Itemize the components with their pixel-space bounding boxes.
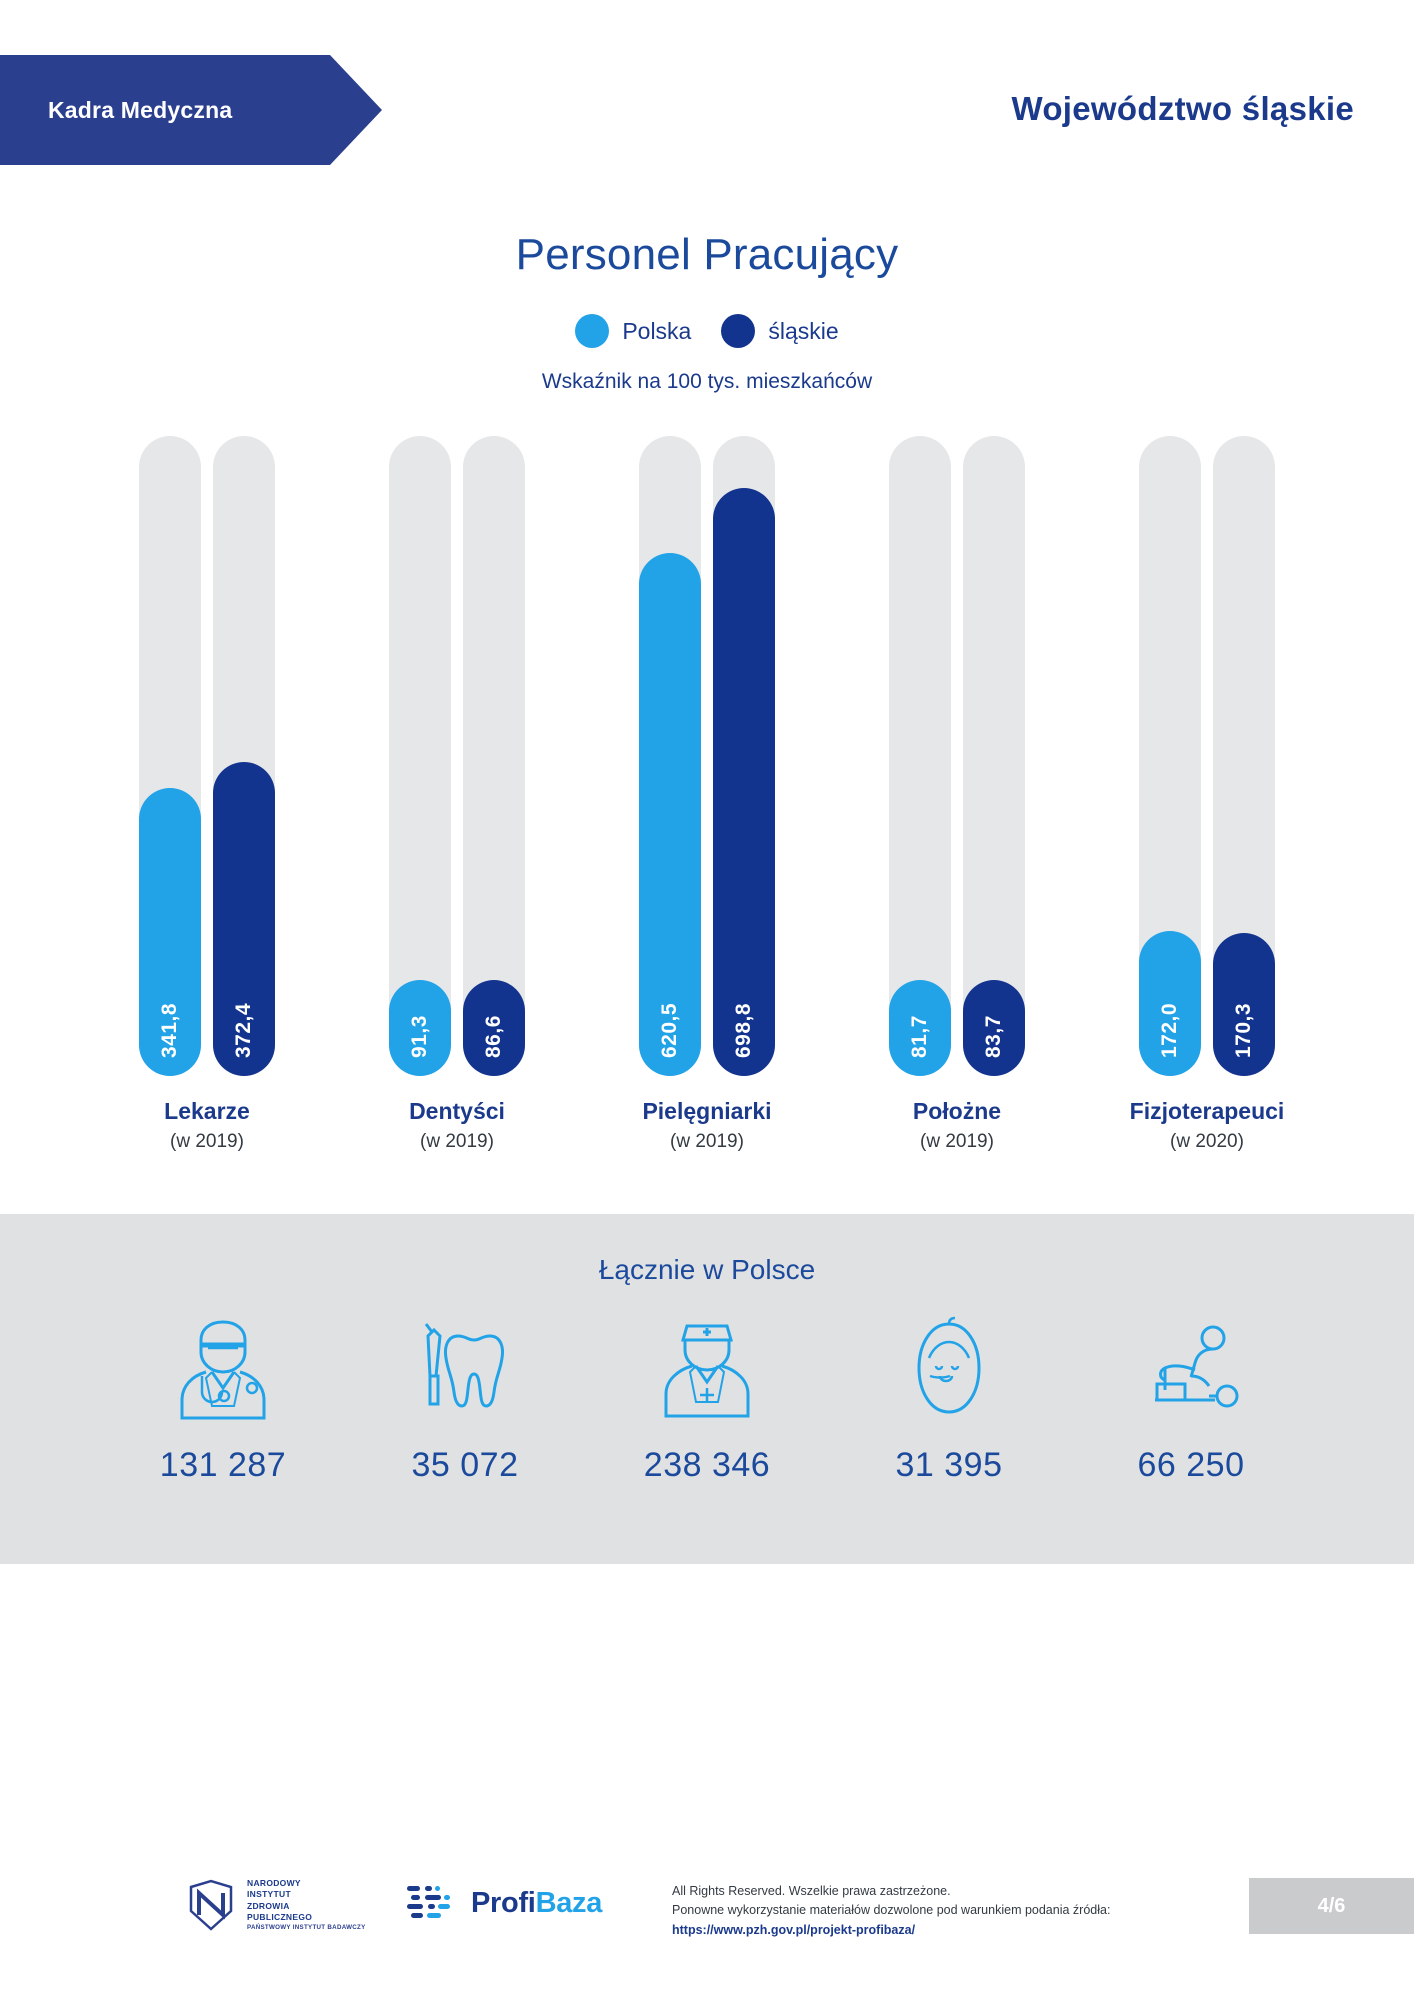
legend-dot-icon-polska <box>575 314 609 348</box>
bar-value-label: 172,0 <box>1158 1002 1181 1058</box>
bar-fill-slaskie <box>713 488 775 1076</box>
rights-line-2: Ponowne wykorzystanie materiałów dozwolone pod warunkiem podania źródła: <box>672 1903 1111 1918</box>
bar-value-label: 91,3 <box>408 1015 431 1058</box>
profibaza-logo[interactable] <box>405 1880 602 1926</box>
bar-slot-dentysci-polska <box>389 436 451 1076</box>
total-value: 35 072 <box>411 1446 519 1484</box>
profibaza-url-link[interactable]: https://www.pzh.gov.pl/projekt-profibaza/ <box>672 1922 916 1937</box>
legend-item-slaskie <box>721 314 838 348</box>
bar-group-lekarze <box>107 436 307 1076</box>
bar-value-label: 83,7 <box>982 1015 1005 1058</box>
total-item-physiotherapists <box>1096 1308 1286 1485</box>
category-name: Położne <box>912 1098 1002 1124</box>
rights-notice <box>672 1882 1110 1940</box>
bar-group-dentysci <box>357 436 557 1076</box>
totals-title: Łącznie w Polsce <box>598 1254 816 1285</box>
bar-value-label: 620,5 <box>658 1002 681 1058</box>
total-value: 66 250 <box>1137 1446 1245 1484</box>
category-year: (w 2019) <box>920 1131 994 1152</box>
chart-legend <box>0 314 1414 348</box>
nizp-logo <box>185 1878 366 1932</box>
nizp-wordmark <box>247 1878 366 1932</box>
bar-slot-polozne-slaskie <box>963 436 1025 1076</box>
ribbon-label: Kadra Medyczna <box>48 96 233 123</box>
bar-value-label: 698,8 <box>732 1002 755 1058</box>
nizp-line-3: ZDROWIA <box>247 1900 290 1911</box>
total-item-dentists <box>370 1308 560 1485</box>
section-ribbon <box>0 55 330 165</box>
category-year: (w 2020) <box>1170 1131 1244 1152</box>
legend-dot-icon-slaskie <box>721 314 755 348</box>
profibaza-word-baza: Baza <box>535 1886 603 1919</box>
total-value: 131 287 <box>159 1446 287 1484</box>
page-number-badge <box>1249 1878 1414 1934</box>
page-number: 4/6 <box>1317 1894 1346 1917</box>
bar-group-pielegniarki <box>607 436 807 1076</box>
legend-label-slaskie: śląskie <box>768 317 839 344</box>
bar-slot-dentysci-slaskie <box>463 436 525 1076</box>
bar-fill-slaskie <box>1213 933 1275 1076</box>
total-value: 238 346 <box>643 1446 771 1484</box>
legend-item-polska <box>575 314 691 348</box>
rights-line-1: All Rights Reserved. Wszelkie prawa zastrzeżone. <box>672 1884 951 1898</box>
bar-group-polozne <box>857 436 1057 1076</box>
bar-value-label: 372,4 <box>232 1002 255 1058</box>
profibaza-word-profi: Profi <box>471 1886 536 1919</box>
bar-slot-pielegniarki-polska <box>639 436 701 1076</box>
profibaza-wordmark <box>471 1887 602 1920</box>
bar-slot-fizjoterapeuci-polska <box>1139 436 1201 1076</box>
nizp-line-1: NARODOWY <box>247 1878 301 1888</box>
bar-slot-lekarze-slaskie <box>213 436 275 1076</box>
profibaza-mark-icon <box>405 1880 461 1926</box>
tooth-icon <box>370 1308 560 1428</box>
category-fizjoterapeuci <box>1087 1098 1327 1153</box>
bar-slot-fizjoterapeuci-slaskie <box>1213 436 1275 1076</box>
ribbon-arrow <box>330 55 382 165</box>
bar-value-label: 86,6 <box>482 1015 505 1058</box>
baby-icon <box>854 1308 1044 1428</box>
bar-fill-polska <box>889 980 951 1076</box>
doctor-icon <box>128 1308 318 1428</box>
category-name: Dentyści <box>409 1098 505 1124</box>
legend-label-polska: Polska <box>622 317 692 344</box>
bar-value-label: 170,3 <box>1232 1002 1255 1058</box>
nizp-subline: PAŃSTWOWY INSTYTUT BADAWCZY <box>247 1923 366 1931</box>
chart-title: Personel Pracujący <box>515 230 899 279</box>
category-pielegniarki <box>587 1098 827 1153</box>
category-polozne <box>837 1098 1077 1153</box>
category-dentysci <box>337 1098 577 1153</box>
bar-chart <box>107 436 1307 1076</box>
category-year: (w 2019) <box>670 1131 744 1152</box>
page-header <box>0 0 1414 170</box>
category-name: Fizjoterapeuci <box>1129 1098 1285 1124</box>
total-item-midwives <box>854 1308 1044 1485</box>
bar-slot-lekarze-polska <box>139 436 201 1076</box>
bar-fill-polska <box>1139 931 1201 1076</box>
category-name: Pielęgniarki <box>642 1098 772 1124</box>
bar-slot-pielegniarki-slaskie <box>713 436 775 1076</box>
region-title: Województwo śląskie <box>1011 90 1354 127</box>
category-lekarze <box>87 1098 327 1153</box>
total-item-nurses <box>612 1308 802 1485</box>
bar-value-label: 81,7 <box>908 1015 931 1058</box>
page-footer <box>0 1830 1414 2000</box>
bar-value-label: 341,8 <box>158 1002 181 1058</box>
totals-panel <box>0 1214 1414 1564</box>
bar-fill-slaskie <box>963 980 1025 1076</box>
bar-group-fizjoterapeuci <box>1107 436 1307 1076</box>
chart-subtitle: Wskaźnik na 100 tys. mieszkańców <box>541 370 873 393</box>
total-value: 31 395 <box>895 1446 1003 1484</box>
nizp-line-4: PUBLICZNEGO <box>247 1912 313 1923</box>
category-name: Lekarze <box>164 1098 250 1124</box>
bar-fill-slaskie <box>463 980 525 1076</box>
nizp-line-2: INSTYTUT <box>247 1889 291 1900</box>
bar-fill-polska <box>139 788 201 1076</box>
category-year: (w 2019) <box>170 1131 244 1152</box>
totals-row <box>0 1308 1414 1485</box>
nurse-icon <box>612 1308 802 1428</box>
category-axis <box>107 1098 1307 1178</box>
bar-fill-slaskie <box>213 762 275 1076</box>
bar-slot-polozne-polska <box>889 436 951 1076</box>
total-item-doctors <box>128 1308 318 1485</box>
nizp-mark-icon <box>185 1879 237 1931</box>
physiotherapist-icon <box>1096 1308 1286 1428</box>
category-year: (w 2019) <box>420 1131 494 1152</box>
bar-fill-polska <box>639 553 701 1076</box>
bar-fill-polska <box>389 980 451 1076</box>
